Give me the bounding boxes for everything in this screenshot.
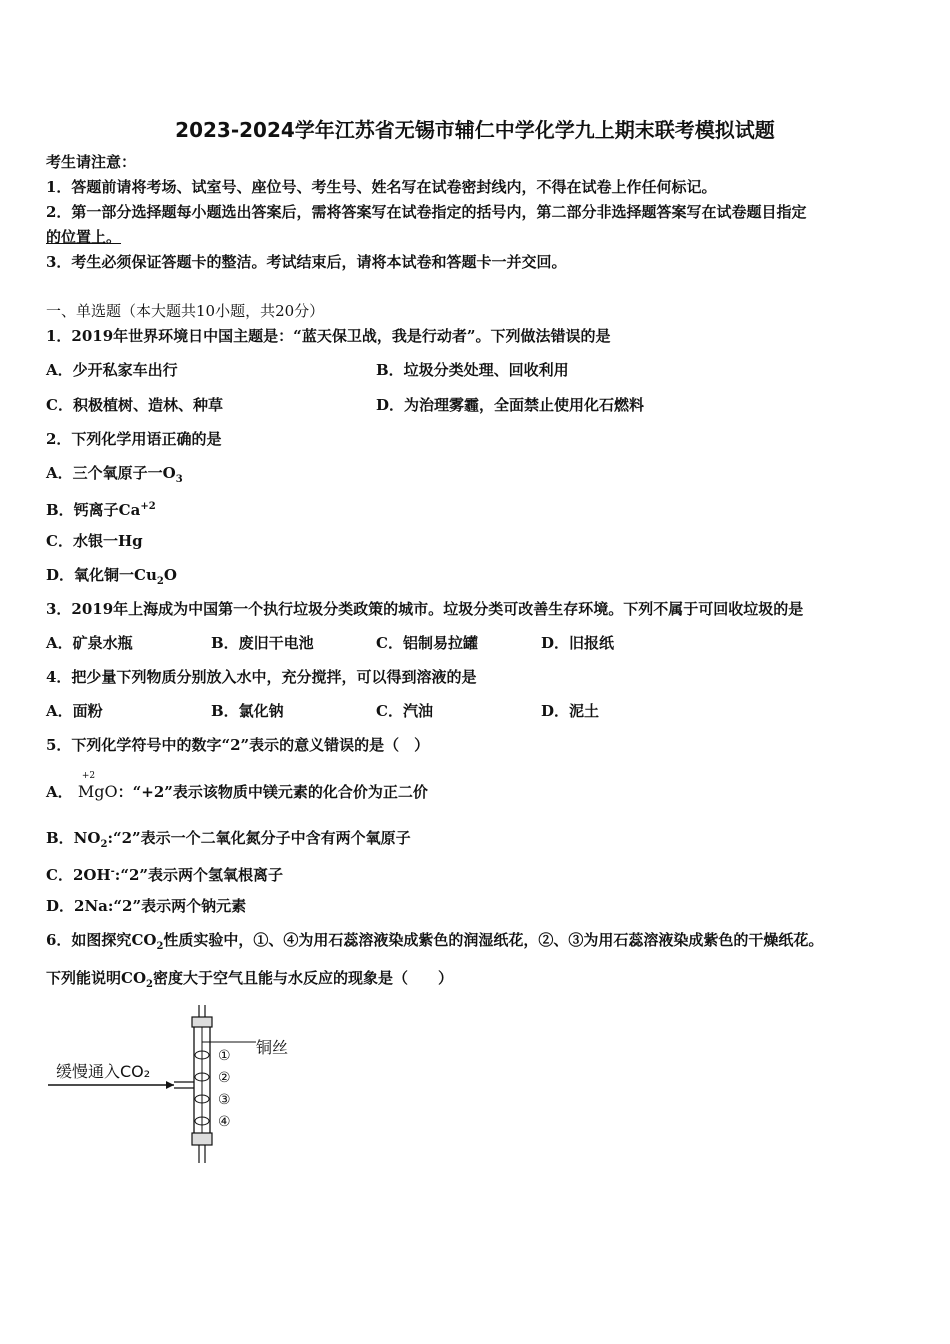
q4-stem: 4．把少量下列物质分别放入水中，充分搅拌，可以得到溶液的是 (46, 668, 477, 686)
wire-label: 铜丝 (256, 1038, 289, 1057)
q3-stem: 3．2019年上海成为中国第一个执行垃圾分类政策的城市。垃圾分类可改善生存环境。下列不属于可回收垃圾的是 (46, 600, 804, 618)
notice-item-1: 1．答题前请将考场、试室号、座位号、考生号、姓名写在试卷密封线内，不得在试卷上作任何标记。 (46, 178, 717, 196)
q1-option-a[interactable]: A．少开私家车出行 (46, 361, 178, 379)
q4-option-d[interactable]: D．泥土 (541, 702, 600, 720)
q2-option-a[interactable]: A．三个氧原子一$O_3$ (46, 464, 183, 485)
q2-stem: 2．下列化学用语正确的是 (46, 430, 222, 448)
q5-option-a[interactable]: A． +2 MgO：“+2”表示该物质中镁元素的化合价为正二价 (46, 771, 428, 801)
inlet-label: 缓慢通入CO₂ (56, 1062, 151, 1081)
q1-stem: 1．2019年世界环境日中国主题是：“蓝天保卫战，我是行动者”。下列做法错误的是 (46, 327, 611, 345)
q5-option-c[interactable]: C．2OH-:“2”表示两个氢氧根离子 (46, 866, 284, 884)
notice-heading: 考生请注意： (46, 153, 137, 171)
notice-item-2: 2．第一部分选择题每小题选出答案后，需将答案写在试卷指定的括号内，第二部分非选择题答案写在试卷题目指定 (46, 203, 807, 221)
bottom-stopper (192, 1133, 212, 1145)
q6-stem-line2: 下列能说明$CO_2$密度大于空气且能与水反应的现象是（ ） (46, 969, 453, 990)
q3-option-c[interactable]: C．铝制易拉罐 (376, 634, 478, 652)
q2-option-d[interactable]: D．氧化铜一$Cu_2O$ (46, 566, 177, 587)
q2-option-b[interactable]: B．钙离子$Ca^{+2}$ (46, 501, 156, 519)
marker-3: ③ (218, 1092, 231, 1108)
marker-4: ④ (218, 1114, 231, 1130)
q2-option-c[interactable]: C．水银一Hg (46, 532, 143, 550)
q1-option-c[interactable]: C．积极植树、造林、种草 (46, 396, 223, 414)
q5-option-b[interactable]: B．$NO_2:“2$”表示一个二氧化氮分子中含有两个氧原子 (46, 829, 411, 850)
q5-option-d[interactable]: D．2Na:“2”表示两个钠元素 (46, 897, 247, 915)
mgo-formula: +2 MgO (77, 771, 118, 801)
q1-option-b[interactable]: B．垃圾分类处理、回收利用 (376, 361, 569, 379)
section-heading: 一、单选题（本大题共10小题，共20分） (46, 302, 325, 320)
arrowhead-icon (166, 1081, 174, 1089)
notice-item-2-cont: 的位置上。 (46, 228, 122, 246)
q3-option-d[interactable]: D．旧报纸 (541, 634, 615, 652)
marker-2: ② (218, 1070, 231, 1086)
q6-stem-line1: 6．如图探究$CO_2$性质实验中，①、④为用石蕊溶液染成紫色的润湿纸花，②、③为用石蕊溶液染成紫色的干燥纸花。 (46, 931, 824, 952)
top-stopper (192, 1017, 212, 1027)
q4-option-b[interactable]: B．氯化钠 (211, 702, 284, 720)
q4-option-c[interactable]: C．汽油 (376, 702, 433, 720)
q3-option-b[interactable]: B．废旧干电池 (211, 634, 314, 652)
q1-option-d[interactable]: D．为治理雾霾，全面禁止使用化石燃料 (376, 396, 645, 414)
notice-item-3: 3．考生必须保证答题卡的整洁。考试结束后，请将本试卷和答题卡一并交回。 (46, 253, 567, 271)
marker-1: ① (218, 1048, 231, 1064)
q3-option-a[interactable]: A．矿泉水瓶 (46, 634, 133, 652)
page-title: 2023-2024学年江苏省无锡市辅仁中学化学九上期末联考模拟试题 (175, 118, 775, 142)
q5-stem: 5．下列化学符号中的数字“2”表示的意义错误的是（ ） (46, 736, 430, 754)
co2-experiment-figure (46, 1005, 306, 1165)
q4-option-a[interactable]: A．面粉 (46, 702, 103, 720)
